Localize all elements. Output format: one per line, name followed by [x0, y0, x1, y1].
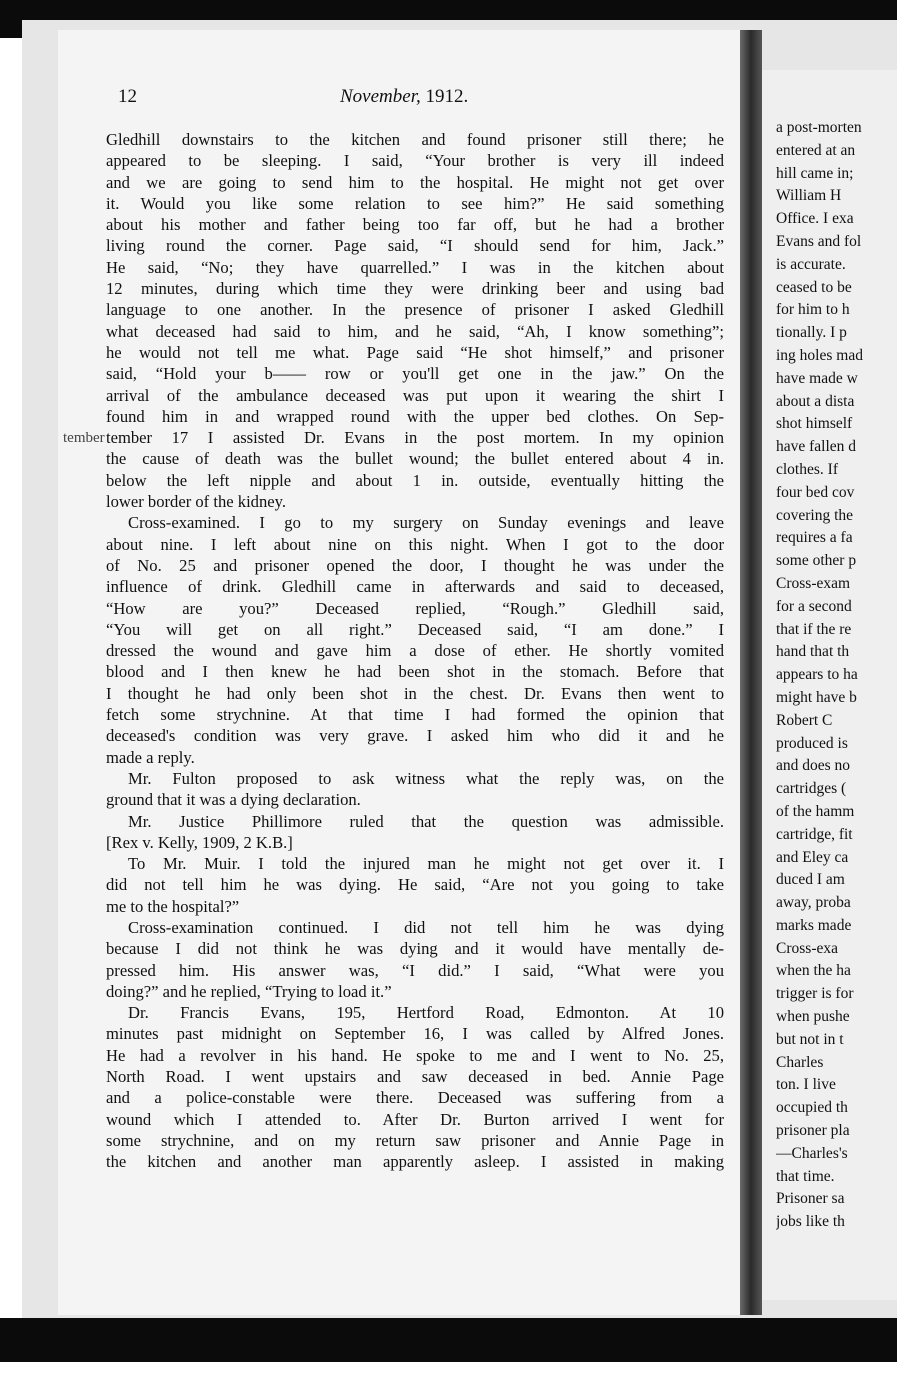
text-line: North Road. I went upstairs and saw deceased in bed. Annie Page — [106, 1067, 724, 1087]
text-line: Mr. Fulton proposed to ask witness what the reply was, on the — [128, 768, 724, 788]
right-text-line: requires a fa — [776, 529, 853, 547]
text-line: tember 17 I assisted Dr. Evans in the post mortem. In my opinion — [106, 428, 724, 448]
text-line: said, “Hold your b—— row or you'll get one in the jaw.” On the — [106, 364, 724, 384]
text-line: and a police-constable were there. Deceased was suffering from a — [106, 1088, 724, 1108]
right-text-line: Prisoner sa — [776, 1190, 845, 1208]
text-line: did not tell him he was dying. He said, “Are not you going to take — [106, 875, 724, 895]
text-line: the cause of death was the bullet wound; the bullet entered about 4 in. — [106, 449, 724, 469]
right-text-line: and Eley ca — [776, 848, 849, 866]
right-text-line: that time. — [776, 1167, 835, 1185]
right-text-line: but not in t — [776, 1030, 844, 1048]
right-text-line: is accurate. — [776, 255, 846, 273]
text-line: dressed the wound and gave him a dose of ether. He shortly vomited — [106, 641, 724, 661]
right-column-text — [776, 117, 897, 1234]
right-text-line: produced is — [776, 734, 848, 752]
right-text-line: hand that th — [776, 643, 850, 661]
right-text-line: for a second — [776, 597, 852, 615]
right-text-line: occupied th — [776, 1099, 848, 1117]
text-line: deceased's condition was very grave. I asked him who did it and he — [106, 726, 724, 746]
right-text-line: —Charles's — [776, 1144, 848, 1162]
text-line: “How are you?” Deceased replied, “Rough.” Gledhill said, — [106, 598, 724, 618]
book-spine — [740, 30, 762, 1315]
right-text-line: prisoner pla — [776, 1122, 850, 1140]
right-text-line: Evans and fol — [776, 232, 862, 250]
text-line: the kitchen and another man apparently asleep. I assisted in making — [106, 1152, 724, 1172]
text-line: ground that it was a dying declaration. — [106, 790, 361, 810]
right-text-line: Robert C — [776, 711, 833, 729]
text-line: doing?” and he replied, “Trying to load it.” — [106, 981, 392, 1001]
right-text-line: cartridge, fit — [776, 825, 853, 843]
margin-note: tember — [63, 430, 105, 446]
text-line: of No. 25 and prisoner opened the door, I thought he was under the — [106, 555, 724, 575]
text-line: it. Would you like some relation to see him?” He said something — [106, 193, 724, 213]
right-text-line: cartridges ( — [776, 780, 847, 798]
right-text-line: when pushe — [776, 1008, 850, 1026]
text-line: fetch some strychnine. At that time I had formed the opinion that — [106, 705, 724, 725]
right-text-line: some other p — [776, 552, 857, 570]
text-line: arrival of the ambulance deceased was put upon it wearing the shirt I — [106, 385, 724, 405]
right-text-line: tionally. I p — [776, 324, 847, 342]
text-line: Cross-examined. I go to my surgery on Sunday evenings and leave — [128, 513, 724, 533]
page-header — [112, 86, 722, 110]
right-text-line: that if the re — [776, 620, 852, 638]
page-year: 1912. — [425, 86, 469, 107]
text-line: about his mother and father being too far off, but he had a brother — [106, 215, 724, 235]
text-line: some strychnine, and on my return saw prisoner and Annie Page in — [106, 1130, 724, 1150]
right-text-line: marks made — [776, 916, 852, 934]
text-line: found him in and wrapped round with the upper bed clothes. On Sep- — [106, 406, 724, 426]
scan-bottom-border — [0, 1318, 897, 1362]
right-text-line: ing holes mad — [776, 346, 863, 364]
right-text-line: jobs like th — [776, 1213, 845, 1231]
text-line: language to one another. In the presence of prisoner I asked Gledhill — [106, 300, 724, 320]
right-text-line: a post-morten — [776, 119, 862, 136]
right-text-line: for him to h — [776, 301, 850, 319]
text-line: living round the corner. Page said, “I should send for him, Jack.” — [106, 236, 724, 256]
text-line: pressed him. His answer was, “I did.” I said, “What were you — [106, 960, 724, 980]
text-line: below the left nipple and about 1 in. outside, eventually hitting the — [106, 470, 724, 490]
right-text-line: William H — [776, 187, 842, 205]
text-line: he would not tell me what. Page said “He shot himself,” and prisoner — [106, 342, 724, 362]
right-text-line: Cross-exam — [776, 574, 851, 592]
right-text-line: shot himself — [776, 415, 853, 433]
text-line: because I did not think he was dying and it would have mentally de- — [106, 939, 724, 959]
right-text-line: about a dista — [776, 392, 855, 410]
text-line: 12 minutes, during which time they were drinking beer and using bad — [106, 279, 724, 299]
text-line: He said, “No; they have quarrelled.” I was in the kitchen about — [106, 257, 724, 277]
right-text-line: might have b — [776, 688, 857, 706]
right-text-line: Cross-exa — [776, 939, 838, 957]
right-text-line: ton. I live — [776, 1076, 836, 1094]
text-line: influence of drink. Gledhill came in afterwards and said to deceased, — [106, 577, 724, 597]
right-text-line: have fallen d — [776, 438, 857, 456]
right-text-line: when the ha — [776, 962, 851, 980]
text-line: about nine. I left about nine on this night. When I got to the door — [106, 534, 724, 554]
text-line: minutes past midnight on September 16, I was called by Alfred Jones. — [106, 1024, 724, 1044]
text-line: Cross-examination continued. I did not tell him he was dying — [128, 917, 724, 937]
right-text-line: four bed cov — [776, 483, 855, 501]
text-line: To Mr. Muir. I told the injured man he might not get over it. I — [128, 854, 724, 874]
right-text-line: Charles — [776, 1053, 824, 1071]
right-text-line: covering the — [776, 506, 854, 524]
right-text-line: of the hamm — [776, 802, 855, 820]
left-column-text — [106, 129, 724, 1173]
right-text-line: hill came in; — [776, 164, 854, 182]
text-line: blood and I then knew he had been shot in the stomach. Before that — [106, 662, 724, 682]
text-line: I thought he had only been shot in the chest. Dr. Evans then went to — [106, 683, 724, 703]
right-text-line: appears to ha — [776, 666, 858, 684]
text-line: “You will get on all right.” Deceased said, “I am done.” I — [106, 619, 724, 639]
text-line: He had a revolver in his hand. He spoke to me and I went to No. 25, — [106, 1045, 724, 1065]
right-text-line: ceased to be — [776, 278, 852, 296]
text-line: and we are going to send him to the hospital. He might not get over — [106, 172, 724, 192]
text-line: Dr. Francis Evans, 195, Hertford Road, Edmonton. At 10 — [128, 1003, 724, 1023]
text-line: me to the hospital?” — [106, 896, 240, 916]
right-text-line: entered at an — [776, 141, 856, 159]
right-text-line: trigger is for — [776, 985, 854, 1003]
page-date — [340, 86, 468, 108]
text-line: Gledhill downstairs to the kitchen and found prisoner still there; he — [106, 130, 724, 149]
page-number: 12 — [118, 86, 137, 107]
text-line: appeared to be sleeping. I said, “Your brother is very ill indeed — [106, 151, 724, 171]
text-line: what deceased had said to him, and he said, “Ah, I know something”; — [106, 321, 724, 341]
right-text-line: clothes. If — [776, 460, 838, 478]
text-line: made a reply. — [106, 747, 195, 767]
right-text-line: and does no — [776, 757, 851, 775]
right-text-line: away, proba — [776, 894, 851, 912]
right-text-line: have made w — [776, 369, 858, 387]
text-line: Mr. Justice Phillimore ruled that the question was admissible. — [128, 811, 724, 831]
right-text-line: duced I am — [776, 871, 845, 889]
text-line: lower border of the kidney. — [106, 492, 287, 512]
page-month: November, — [340, 86, 421, 107]
right-text-line: Office. I exa — [776, 210, 854, 228]
text-line: [Rex v. Kelly, 1909, 2 K.B.] — [106, 832, 293, 852]
text-line: wound which I attended to. After Dr. Burton arrived I went for — [106, 1109, 724, 1129]
